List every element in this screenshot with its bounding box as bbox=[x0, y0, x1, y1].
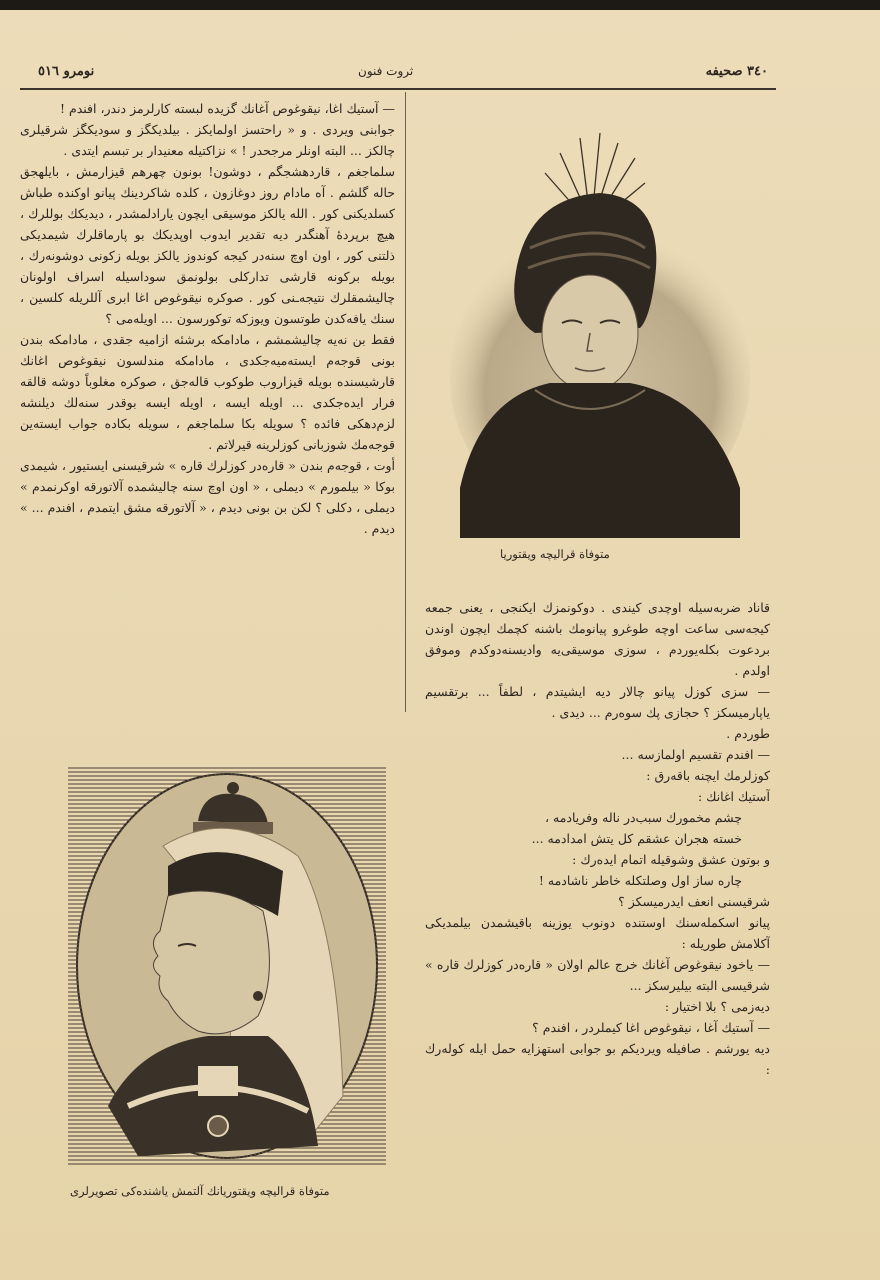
issue-number: نومرو ٥١٦ bbox=[38, 64, 95, 79]
verse-line: چشم مخمورك سبب‌در ناله وفريادمه ، bbox=[545, 810, 742, 825]
verse-line: چاره ساز اول وصلتكله خاطر ناشادمه ! bbox=[538, 873, 742, 888]
text-column-bottom bbox=[425, 597, 770, 1209]
paragraph: آستيك اغانك : bbox=[697, 789, 770, 804]
page-number: ٣٤٠ صحيفه bbox=[705, 64, 768, 79]
paragraph: و بوتون عشق وشوقيله اتمام ايده‌رك : bbox=[572, 852, 770, 867]
paragraph: — ياخود نيقوغوص آغانك خرج عالم اولان « قاره‌در كوزلرك قاره » شرقيسی البته بيليرسكز ... bbox=[425, 957, 770, 993]
verse-line: خسته هجران عشقم كل يتش امدادمه ... bbox=[531, 831, 742, 846]
journal-title: ثروت فنون bbox=[358, 64, 414, 78]
caption-top: متوفاة قراليچه ويقتوريا bbox=[500, 547, 610, 561]
page-header bbox=[18, 58, 776, 90]
paragraph: سلماجغم ، قاردهشجگم ، دوشون! بونون چهرهم قيزارمش ، بايلهجق حاله گلشم . آه مادام روز دوغازون ، كلده شاكردينك پيانو اوكنده طباش كسلديكنی كور . الله يالكز موسيقی ايچون يارادلمشدر ، ديديكك بوللرك ، هيچ برپردهٔ آهنگدر ديه تقدير ايدوب اوپديكك بو پارماقلرك شيمديكی ذلتنی كور ، اون اوچ سنه‌در كيجه كوندوز يالكز بويله زكونی دوشونه‌رك ، بويله بركونه قارشی تداركلی بولونمق سوداسيله اسراف اولونان چاليشمقلرك نتيجه‌ـنی كور . صوكره نيقوغوص اغا ابری آللريله كلسين ، سنك يافه‌كدن طوتسون ويوزكه توكورسون ... اويله‌می ؟ bbox=[20, 164, 395, 326]
header-rule bbox=[20, 88, 776, 90]
paragraph: طوردم . bbox=[726, 726, 770, 741]
paragraph: — آستيك آغا ، نيقوغوص اغا كيملردر ، افندم ؟ bbox=[532, 1020, 770, 1035]
paragraph: ديه‌ يورشم . صافيله ويرديكم بو جوابی استهزايه حمل ايله كوله‌رك : bbox=[425, 1041, 770, 1077]
paragraph: — آستيك اغا، نيقوغوص آغانك گزيده لبسته كارلرمز دندر، افندم ! bbox=[59, 101, 395, 116]
paragraph: شرقيسنی انعف ايدرميسكز ؟ bbox=[618, 894, 770, 909]
paragraph: أوت ، قوجه‌م بندن « قاره‌در كوزلرك قاره » شرقيسنی ايستيور ، شيمدی بوكا « بيلمورم » ديملی ، « اون اوچ سنه چاليشمده آلاتورقه اوكرنمدم » ديملی ، دكلی ؟ لكن بن بونی ديدم ، « آلاتورقه مشق ايتمدم ، افندم ... » ديدم . bbox=[20, 458, 395, 536]
paragraph: كوزلرمك ايچنه باقه‌رق : bbox=[646, 768, 770, 783]
portrait-bottom bbox=[68, 766, 386, 1166]
top-scan-edge bbox=[0, 0, 880, 10]
paragraph: — سزی كوزل پيانو چالار ديه ايشيتدم ، لطفاً ... برتقسيم ياپارميسكز ؟ حجازی پك سوه‌رم ... ديدی . bbox=[425, 684, 770, 720]
paragraph: فقط بن نه‌يه چاليشمشم ، مادامكه برشئه ازاميه جقدی ، مادامكه بندن بونی قوجه‌م ايسته‌ميه‌جكدی ، مادامكه مندلسون نيقوغوص اغانك قارشيسنده بويله قيزاروب طوكوب قاله‌جق ، صوكره مغلوباً دوشه قالقه فرار ايده‌جكدی ... اويله ايسه ، اويله ايسه بوقدر سنه‌لك ديلنشه لزم‌دهكی فائده ؟ سويله بكا سلماجغم ، سويله بكاده جواب ايسته‌ين قوجه‌مك شوزبانی كوزلرينه قيرلاتم . bbox=[20, 332, 395, 452]
paragraph: جوابنی ويردی . و « راحتسز اولمايكز . بيلديكگز و سوديكگز شرقيلری چالكز ... البته اونلر مرجحدر ! » نزاكتيله معنيدار بر تبسم ايتدی . bbox=[20, 122, 395, 158]
paragraph: — افندم تقسيم اولمازسه ... bbox=[621, 747, 770, 762]
paragraph: قاناد ضربه‌سيله اوچدی كيندی . دوكونمزك ايكنجی ، يعنی جمعه كيجه‌سی ساعت اوچه طوغرو پيانومك باشنه كچمك ايچون اوندن بردعوت بكله‌يوردم ، سوزی موسيقی‌يه واديسنه‌دوكدم وموفق اولدم . bbox=[425, 600, 770, 678]
portrait-top bbox=[440, 128, 750, 538]
paragraph: پيانو اسكمله‌سنك اوستنده دونوب يوزينه باقيشمدن بيلمديكی آكلامش طوريله : bbox=[425, 915, 770, 951]
caption-bottom: متوفاة قراليچه ويقتوريانك آلتمش ياشنده‌كی تصويرلری bbox=[70, 1184, 330, 1198]
paragraph: ديه‌زمی ؟ بلا اختيار : bbox=[664, 999, 770, 1014]
column-divider bbox=[405, 92, 406, 712]
text-column-top bbox=[20, 98, 395, 720]
